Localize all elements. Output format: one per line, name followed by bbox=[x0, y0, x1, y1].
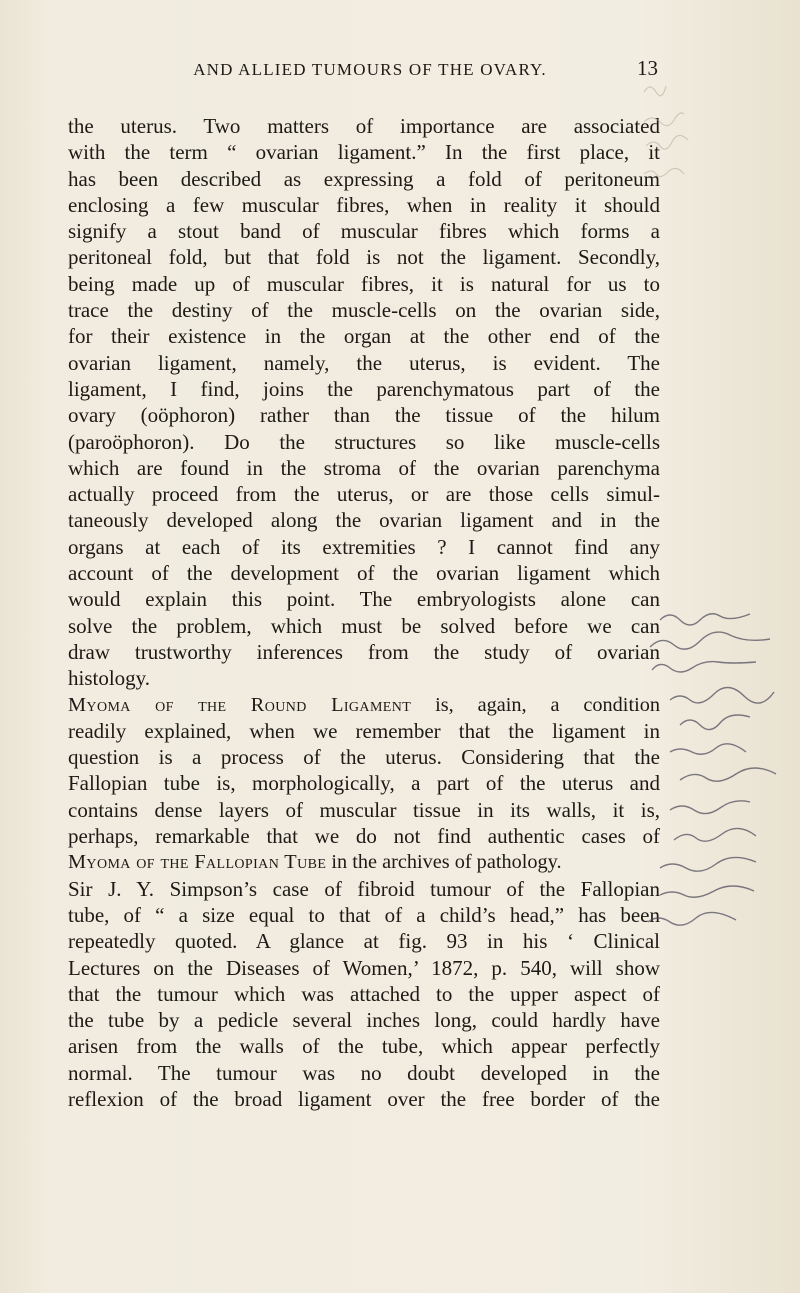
paragraph-myoma bbox=[68, 692, 660, 1113]
text-line: draw trustworthy inferences from the study of ovarian bbox=[68, 639, 660, 664]
text-line: has been described as expressing a fold of peritoneum bbox=[68, 166, 660, 191]
text-line: with the term “ ovarian ligament.” In the first place, it bbox=[68, 140, 660, 165]
text-line: for their existence in the organ at the other end of the bbox=[68, 324, 660, 349]
text-line: actually proceed from the uterus, or are those cells simul- bbox=[68, 482, 660, 507]
text-span: is, again, a condition bbox=[411, 693, 660, 716]
text-line: Sir J. Y. Simpson’s case of fibroid tumour of the Fallopian bbox=[68, 876, 660, 901]
text-line: ovary (oöphoron) rather than the tissue of the hilum bbox=[68, 403, 660, 428]
section-heading-fallopian-tube: Myoma of the Fallopian Tube bbox=[68, 851, 327, 874]
running-header bbox=[140, 56, 658, 90]
text-line: the tube by a pedicle several inches long, could hardly have bbox=[68, 1008, 660, 1033]
text-line: account of the development of the ovarian ligament which bbox=[68, 561, 660, 586]
text-line: the uterus. Two matters of importance are associated bbox=[68, 114, 660, 138]
text-line: normal. The tumour was no doubt developed in the bbox=[68, 1060, 660, 1085]
text-line: signify a stout band of muscular fibres which forms a bbox=[68, 219, 660, 244]
body-text bbox=[68, 113, 660, 1112]
text-line: Fallopian tube is, morphologically, a part of the uterus and bbox=[68, 771, 660, 796]
text-line: would explain this point. The embryologists alone can bbox=[68, 587, 660, 612]
text-line: trace the destiny of the muscle-cells on the ovarian side, bbox=[68, 298, 660, 323]
header-title: AND ALLIED TUMOURS OF THE OVARY. bbox=[193, 60, 547, 79]
text-line: (paroöphoron). Do the structures so like muscle-cells bbox=[68, 429, 660, 454]
text-line: perhaps, remarkable that we do not find authentic cases of bbox=[68, 824, 660, 849]
text-line: reflexion of the broad ligament over the free border of the bbox=[68, 1086, 660, 1111]
text-line: peritoneal fold, but that fold is not the ligament. Secondly, bbox=[68, 245, 660, 270]
handwritten-margin-notes bbox=[640, 80, 800, 1080]
text-line bbox=[68, 849, 660, 875]
text-line: repeatedly quoted. A glance at fig. 93 in his ‘ Clinical bbox=[68, 929, 660, 954]
text-line: contains dense layers of muscular tissue in its walls, it is, bbox=[68, 797, 660, 822]
text-line: ovarian ligament, namely, the uterus, is evident. The bbox=[68, 350, 660, 375]
page-number: 13 bbox=[637, 56, 658, 80]
paragraph-ovarian-ligament bbox=[68, 113, 660, 692]
section-heading-round-ligament: Myoma of the Round Ligament bbox=[68, 693, 412, 716]
text-line: readily explained, when we remember that the ligament in bbox=[68, 718, 660, 743]
text-line: Lectures on the Diseases of Women,’ 1872, p. 540, will show bbox=[68, 955, 660, 980]
text-line: tube, of “ a size equal to that of a child’s head,” has been bbox=[68, 902, 660, 927]
text-line: question is a process of the uterus. Considering that the bbox=[68, 745, 660, 770]
text-line: which are found in the stroma of the ovarian parenchyma bbox=[68, 455, 660, 480]
text-line: arisen from the walls of the tube, which appear perfectly bbox=[68, 1034, 660, 1059]
text-line: enclosing a few muscular fibres, when in reality it should bbox=[68, 192, 660, 217]
text-line: being made up of muscular fibres, it is natural for us to bbox=[68, 271, 660, 296]
text-line: organs at each of its extremities ? I cannot find any bbox=[68, 534, 660, 559]
text-line: solve the problem, which must be solved before we can bbox=[68, 613, 660, 638]
text-line: taneously developed along the ovarian ligament and in the bbox=[68, 508, 660, 533]
text-line: ligament, I find, joins the parenchymatous part of the bbox=[68, 376, 660, 401]
faint-scribble-group bbox=[644, 86, 688, 177]
text-span: in the archives of pathology. bbox=[326, 851, 562, 874]
text-line: histology. bbox=[68, 666, 151, 691]
text-line bbox=[68, 692, 660, 718]
text-line: that the tumour which was attached to the upper aspect of bbox=[68, 981, 660, 1006]
scribble-group bbox=[648, 614, 776, 925]
